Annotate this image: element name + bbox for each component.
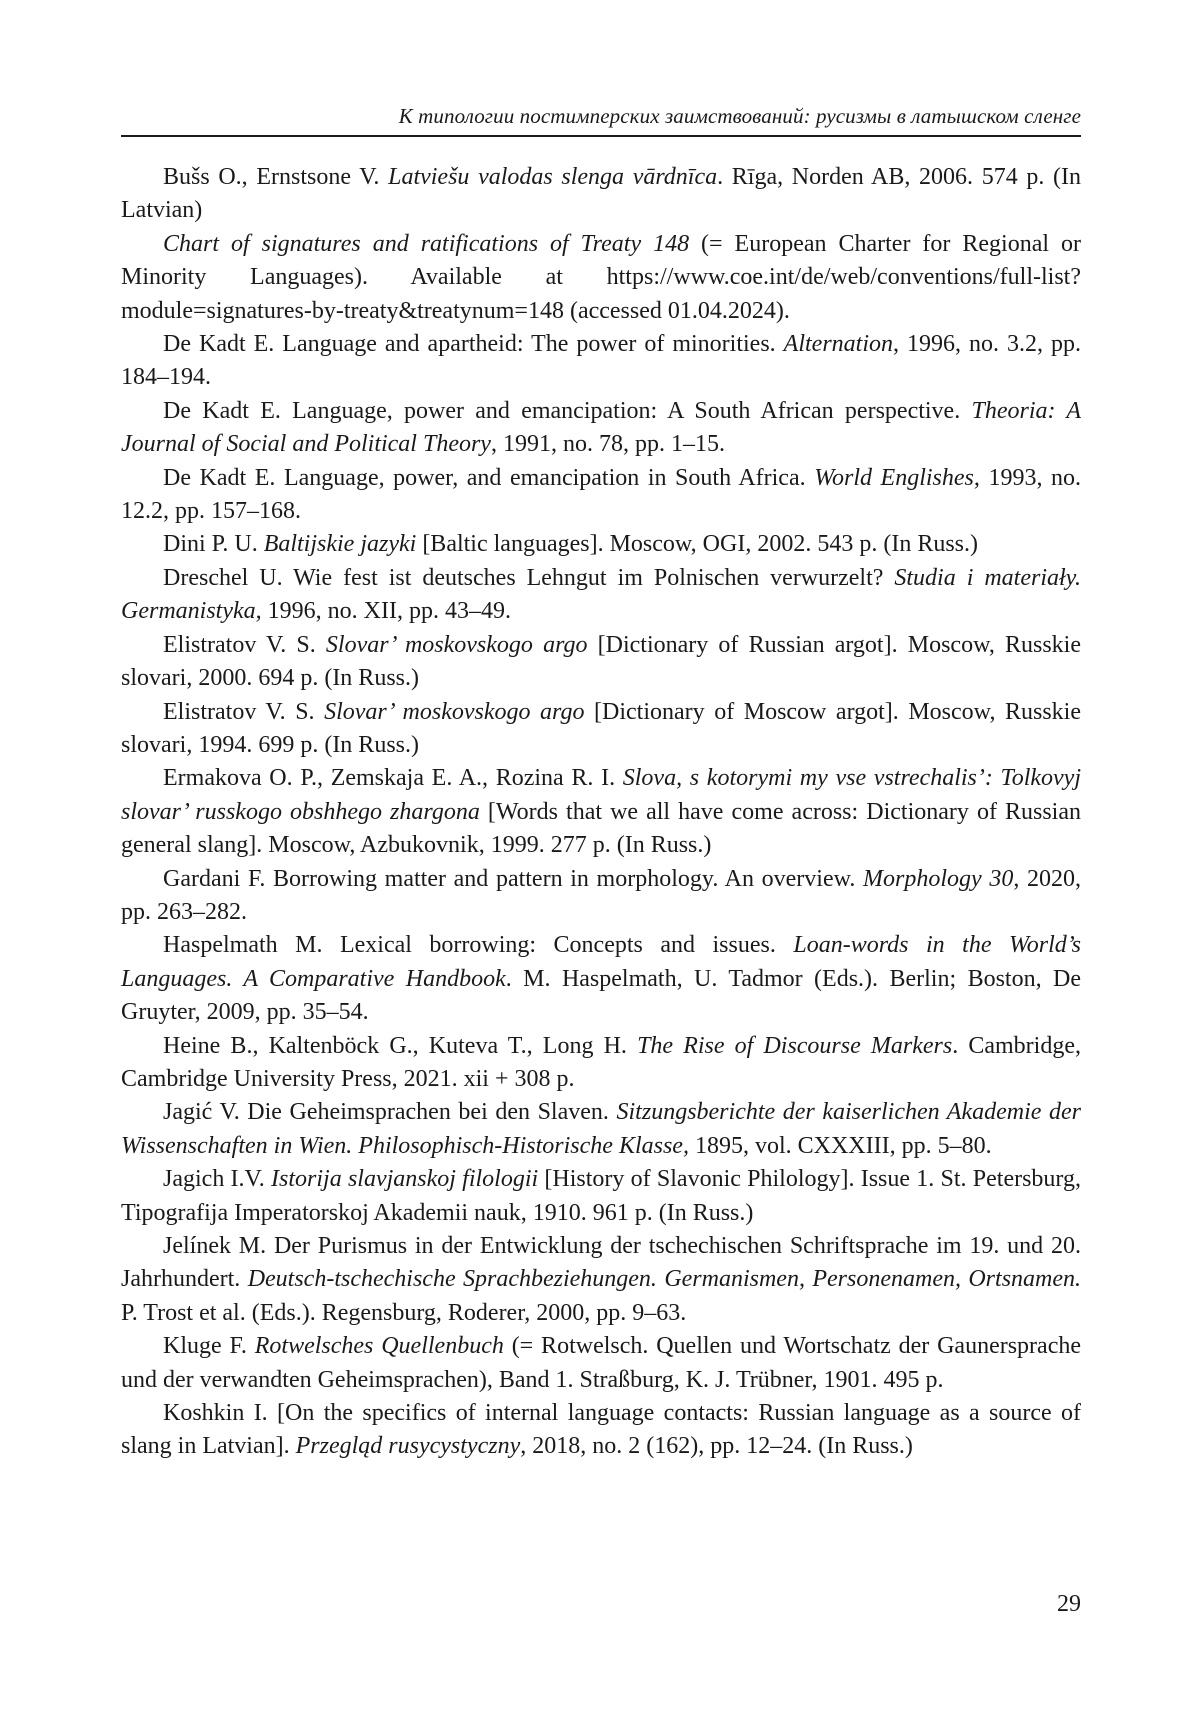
reference-text: (= European Charter for Regional or Minority Languages). Available at https://www.coe.int/de/web/conventions/full-list?module=signatures-by-treaty&treatynum=148 (accessed 01.04.2024). <box>121 230 1081 324</box>
reference-text: Koshkin I. [On the specifics of internal language contacts: Russian language as a source of slang in Latvian]. <box>121 1400 1081 1460</box>
reference-title: Morphology 30 <box>863 865 1014 892</box>
reference-title: Slovar’ moskovskogo argo <box>324 698 585 725</box>
reference-text: Jelínek M. Der Purismus in der Entwicklung der tschechischen Schriftsprache im 19. und 20. Jahrhundert. <box>121 1233 1081 1293</box>
reference-entry <box>121 1030 1081 1097</box>
reference-entry <box>121 1397 1081 1464</box>
reference-text: , 2018, no. 2 (162), pp. 12–24. (In Russ.) <box>520 1433 913 1460</box>
reference-text: Dini P. U. <box>163 531 264 558</box>
reference-entry <box>121 528 1081 561</box>
reference-text: Bušs O., Ernstsone V. <box>163 164 389 190</box>
reference-text: Kluge F. <box>163 1333 255 1360</box>
reference-text: , 1996, no. 3.2, pp. 184–194. <box>121 331 1081 391</box>
reference-text: De Kadt E. Language, power, and emancipation in South Africa. <box>163 464 815 491</box>
reference-title: Loan-words in the World’s Languages. A Comparative Handbook <box>121 932 1082 992</box>
reference-title: Latviešu valodas slenga vārdnīca <box>388 164 718 190</box>
reference-text: De Kadt E. Language and apartheid: The power of minorities. <box>163 331 784 358</box>
document-page <box>121 0 1081 1710</box>
reference-title: Alternation <box>783 331 893 358</box>
reference-text: . Rīga, Norden AB, 2006. 574 p. (In Latvian) <box>121 164 1081 224</box>
reference-entry <box>121 328 1081 395</box>
reference-title: Chart of signatures and ratifications of Treaty 148 <box>163 230 690 257</box>
reference-entry <box>121 228 1081 328</box>
reference-text: 1993, no. 12.2, pp. 157–168. <box>121 464 1082 525</box>
reference-title: Przegląd rusycystyczny <box>295 1433 521 1460</box>
running-header: К типологии постимперских заимствований: русизмы в латышском сленге <box>398 104 1081 128</box>
reference-text: [Baltic languages]. Moscow, OGI, 2002. 543 p. (In Russ.) <box>416 531 979 558</box>
reference-title: Slova, s kotorymi my vse vstrechalis’: Tolkovyj slovar’ russkogo obshhego zhargona <box>121 765 1081 825</box>
reference-text: Elistratov V. S. <box>163 698 325 725</box>
reference-title: Rotwelsches Quellenbuch <box>254 1333 504 1360</box>
reference-title: Studia i materiały. Germanistyka, <box>121 564 1081 625</box>
reference-text: De Kadt E. Language, power and emancipation: A South African perspective. <box>163 397 972 424</box>
reference-entry <box>121 929 1081 1029</box>
reference-title: The Rise of Discourse Markers <box>637 1032 953 1059</box>
reference-text: 1895, vol. CXXXIII, pp. 5–80. <box>688 1132 992 1159</box>
reference-text: Haspelmath M. Lexical borrowing: Concepts and issues. <box>163 932 794 959</box>
reference-text: Jagich I.V. <box>163 1166 272 1193</box>
reference-entry <box>121 1163 1081 1230</box>
reference-text: Gardani F. Borrowing matter and pattern in morphology. An overview. <box>163 865 864 892</box>
reference-title: Deutsch-tschechische Sprachbeziehungen. Germanismen, Personenamen, Ortsnamen. <box>247 1266 1082 1293</box>
reference-text: [Dictionary of Russian argot]. Moscow, Russkie slovari, 2000. 694 p. (In Russ.) <box>121 631 1082 692</box>
reference-title: Slovar’ moskovskogo argo <box>325 631 588 658</box>
reference-text: (= Rotwelsch. Quellen und Wortschatz der Gaunersprache und der verwandten Geheimsprachen), Band 1. Straßburg, K. J. Trübner, 1901. 495 p. <box>121 1333 1082 1393</box>
reference-text: [History of Slavonic Philology]. Issue 1. St. Petersburg, Tipografija Imperatorskoj Akademii nauk, 1910. 961 p. (In Russ.) <box>121 1166 1081 1226</box>
reference-title: Sitzungsberichte der kaiserlichen Akademie der Wissenschaften in Wien. Philosophisch-Historische Klasse, <box>121 1099 1082 1159</box>
reference-entry <box>121 462 1081 529</box>
reference-entry <box>121 161 1081 228</box>
reference-entry <box>121 629 1081 696</box>
reference-entry <box>121 863 1081 930</box>
reference-title: Baltijskie jazyki <box>263 531 417 558</box>
reference-text: P. Trost et al. (Eds.). Regensburg, Roderer, 2000, pp. 9–63. <box>121 1299 687 1326</box>
reference-entry <box>121 1330 1081 1397</box>
reference-title: Theoria: A Journal of Social and Political Theory <box>121 397 1081 458</box>
reference-entry <box>121 1230 1081 1330</box>
reference-entry <box>121 762 1081 862</box>
reference-text: . M. Haspelmath, U. Tadmor (Eds.). Berlin; Boston, De Gruyter, 2009, pp. 35–54. <box>121 965 1081 1026</box>
reference-text: , 1991, no. 78, pp. 1–15. <box>490 431 725 458</box>
reference-text: 1996, no. XII, pp. 43–49. <box>261 598 511 625</box>
reference-entry <box>121 562 1081 629</box>
header-rule <box>121 135 1081 137</box>
reference-text: [Dictionary of Moscow argot]. Moscow, Russkie slovari, 1994. 699 p. (In Russ.) <box>121 698 1081 758</box>
reference-text: Jagić V. Die Geheimsprachen bei den Slaven. <box>163 1099 617 1126</box>
reference-text: . Cambridge, Cambridge University Press, 2021. xii + 308 p. <box>121 1032 1081 1092</box>
reference-list <box>121 161 1081 1464</box>
reference-entry <box>121 395 1081 462</box>
reference-text: Ermakova O. P., Zemskaja E. A., Rozina R. I. <box>163 765 623 792</box>
reference-text: [Words that we all have come across: Dictionary of Russian general slang]. Moscow, Azbukovnik, 1999. 277 p. (In Russ.) <box>121 798 1081 859</box>
reference-text: Dreschel U. Wie fest ist deutsches Lehngut im Polnischen verwurzelt? <box>163 564 895 591</box>
reference-title: Istorija slavjanskoj filologii <box>271 1166 539 1193</box>
reference-text: , 2020, pp. 263–282. <box>121 865 1082 925</box>
reference-text: Heine B., Kaltenböck G., Kuteva T., Long H. <box>163 1032 638 1059</box>
reference-text: Elistratov V. S. <box>163 631 326 658</box>
reference-entry <box>121 1096 1081 1163</box>
page-number: 29 <box>1057 1591 1081 1617</box>
reference-entry <box>121 696 1081 763</box>
reference-title: World Englishes, <box>814 464 980 491</box>
